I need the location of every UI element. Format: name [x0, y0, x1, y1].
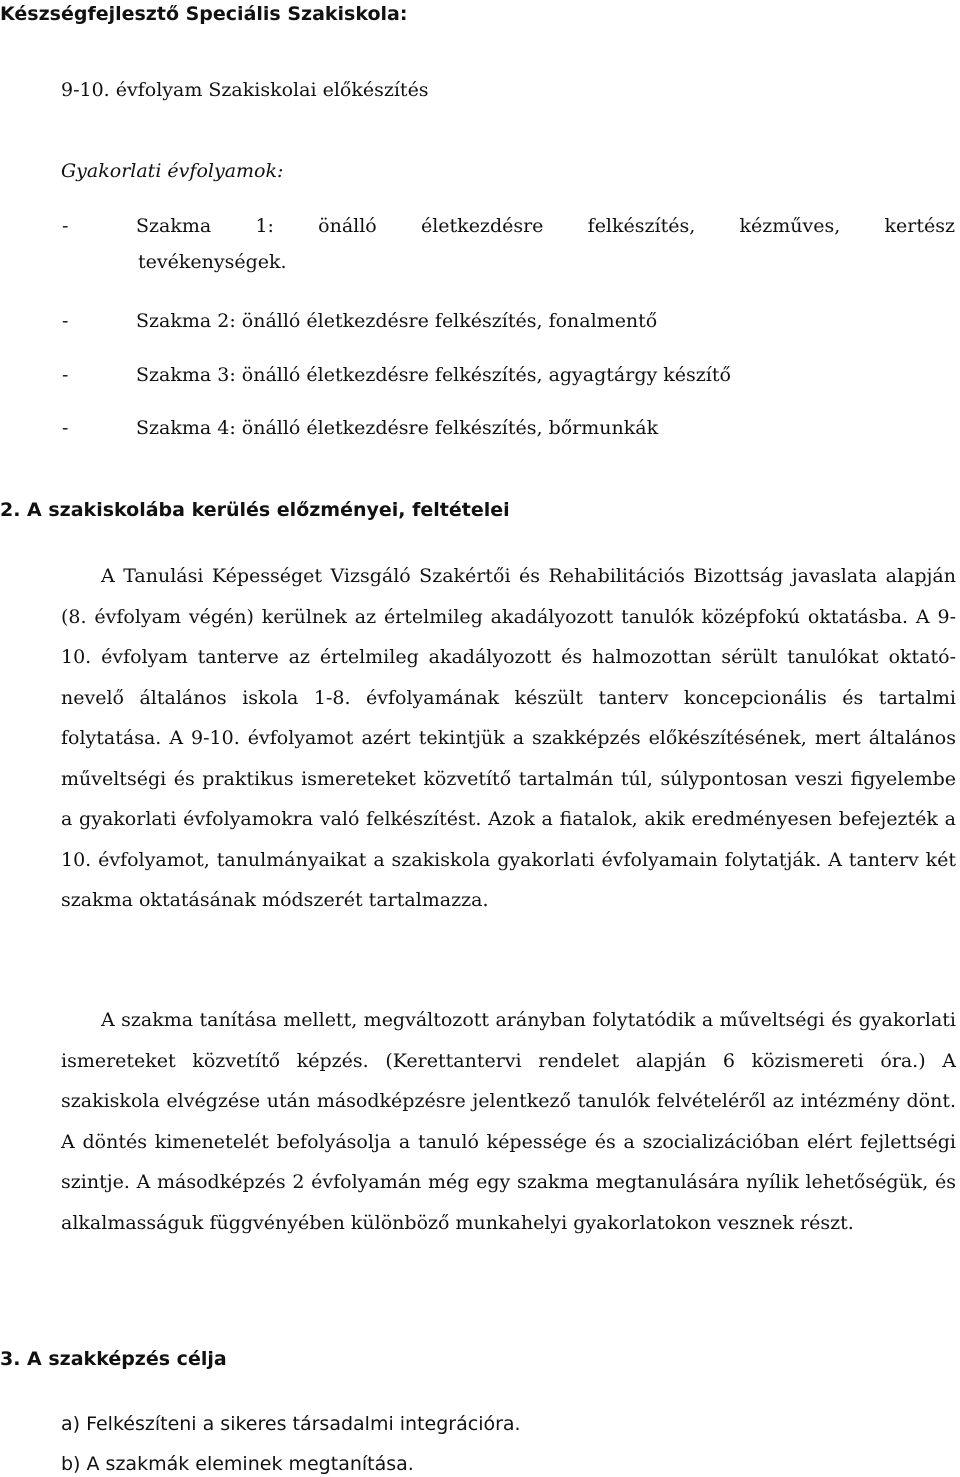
main-heading: Készségfejlesztő Speciális Szakiskola: — [0, 3, 408, 25]
goal-item-a: a) Felkészíteni a sikeres társadalmi integrációra. — [61, 1413, 521, 1435]
trade-text: Szakma 1: önálló életkezdésre felkészítés, kézműves, kertész — [136, 215, 955, 237]
trade-item-4 — [62, 408, 955, 448]
trade-item-2 — [62, 301, 955, 341]
trade-text: Szakma 2: önálló életkezdésre felkészítés, fonalmentő — [136, 310, 658, 332]
section3-heading: 3. A szakképzés célja — [0, 1348, 227, 1370]
grade-line: 9-10. évfolyam Szakiskolai előkészítés — [61, 79, 429, 101]
list-dash: - — [62, 364, 69, 386]
section2-paragraph — [61, 556, 956, 921]
list-dash: - — [62, 310, 69, 332]
section2-paragraph-2 — [61, 1000, 956, 1243]
trade-item-3 — [62, 355, 955, 395]
section2-heading: 2. A szakiskolába kerülés előzményei, feltételei — [0, 499, 510, 521]
practical-heading: Gyakorlati évfolyamok: — [61, 160, 284, 182]
list-dash: - — [62, 417, 69, 439]
goal-item-b: b) A szakmák eleminek megtanítása. — [61, 1453, 414, 1475]
section2-paragraph-text: A Tanulási Képességet Vizsgáló Szakértői és Rehabilitációs Bizottság javaslata alapján (8. évfolyam végén) kerülnek az értelmileg akadályozott tanulók középfokú oktatásba. A 9-10. évfolyam tanterve az értelmileg akadályozott és halmozottan sérült tanulókat oktató-nevelő általános iskola 1-8. évfolyamának készült tanterv koncepcionális és tartalmi folytatása. A 9-10. évfolyamot azért tekintjük a szakképzés előkészítésének, mert általános műveltségi és praktikus ismereteket közvetítő tartalmán túl, súlypontosan veszi figyelembe a gyakorlati évfolyamokra való felkészítést. Azok a fiatalok, akik eredményesen befejezték a 10. évfolyamot, tanulmányaikat a szakiskola gyakorlati évfolyamain folytatják. A tanterv két szakma oktatásának módszerét tartalmazza. — [61, 565, 956, 911]
section2-paragraph2-text: A szakma tanítása mellett, megváltozott arányban folytatódik a műveltségi és gyakorlati ismereteket közvetítő képzés. (Kerettantervi rendelet alapján 6 közismereti óra.) A szakiskola elvégzése után másodképzésre jelentkező tanulók felvételéről az intézmény dönt. A döntés kimenetelét befolyásolja a tanuló képessége és a szocializációban elért fejlettségi szintje. A másodképzés 2 évfolyamán még egy szakma megtanulására nyílik lehetőségük, és alkalmasságuk függvényében különböző munkahelyi gyakorlatokon vesznek részt. — [61, 1009, 956, 1234]
trade-text: Szakma 3: önálló életkezdésre felkészítés, agyagtárgy készítő — [136, 364, 731, 386]
trade-continuation: tevékenységek. — [138, 251, 287, 273]
trade-text: Szakma 4: önálló életkezdésre felkészítés, bőrmunkák — [136, 417, 659, 439]
list-dash: - — [62, 215, 69, 237]
trade-item-1 — [62, 206, 955, 282]
